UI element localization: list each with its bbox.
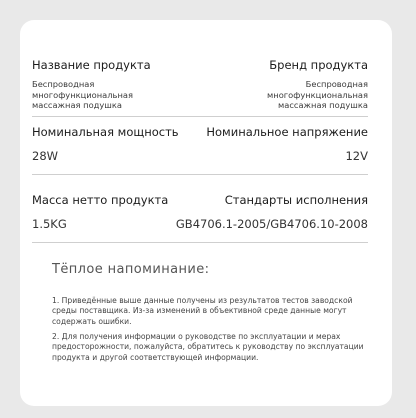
standards-cell	[176, 193, 368, 231]
reminder-note-1	[52, 296, 368, 327]
reminder-note-line: среды поставщика. Из-за изменений в объективной среде данные могут	[52, 306, 347, 316]
brand-value	[267, 79, 368, 111]
reminder-note-line: содержать ошибки.	[52, 316, 132, 326]
net-weight-cell	[32, 193, 168, 231]
reminder-note-line: 2. Для получения информации о руководстве по эксплуатации и мерах	[52, 332, 341, 341]
brand-cell	[267, 58, 368, 111]
spec-row-name-brand	[32, 58, 368, 114]
divider	[32, 174, 368, 175]
rated-voltage-cell	[206, 125, 368, 163]
product-name-cell	[32, 58, 151, 111]
brand-value-line: массажная подушка	[278, 100, 368, 111]
product-name-value-line: многофункциональная	[32, 89, 133, 100]
net-weight-label: Масса нетто продукта	[32, 193, 169, 207]
rated-power-value: 28W	[32, 149, 59, 163]
brand-value-line: многофункциональная	[267, 89, 368, 100]
rated-power-label: Номинальная мощность	[32, 125, 179, 139]
reminder-note-line: продукта и другой соответствующей информации.	[52, 352, 259, 362]
rated-power-cell	[32, 125, 179, 163]
divider	[32, 242, 368, 243]
product-name-value	[32, 79, 151, 111]
net-weight-value: 1.5KG	[32, 217, 67, 231]
rated-voltage-value: 12V	[345, 149, 368, 163]
reminder-title: Тёплое напоминание:	[52, 262, 210, 277]
product-name-label: Название продукта	[32, 58, 151, 72]
divider	[32, 116, 368, 117]
rated-voltage-label: Номинальное напряжение	[206, 125, 368, 139]
brand-label: Бренд продукта	[269, 58, 368, 72]
spec-row-weight-standards	[32, 193, 368, 233]
reminder-note-line: 1. Приведённые выше данные получены из результатов тестов заводской	[52, 296, 353, 305]
reminder-note-2	[52, 332, 368, 363]
spec-row-power-voltage	[32, 125, 368, 165]
product-name-value-line: Беспроводная	[32, 79, 95, 89]
brand-value-line: Беспроводная	[305, 79, 368, 89]
standards-label: Стандарты исполнения	[224, 193, 368, 207]
product-name-value-line: массажная подушка	[32, 100, 122, 111]
reminder-note-line: предосторожности, пожалуйста, обратитесь к руководству по эксплуатации	[52, 342, 364, 352]
standards-value: GB4706.1-2005/GB4706.10-2008	[175, 217, 368, 231]
